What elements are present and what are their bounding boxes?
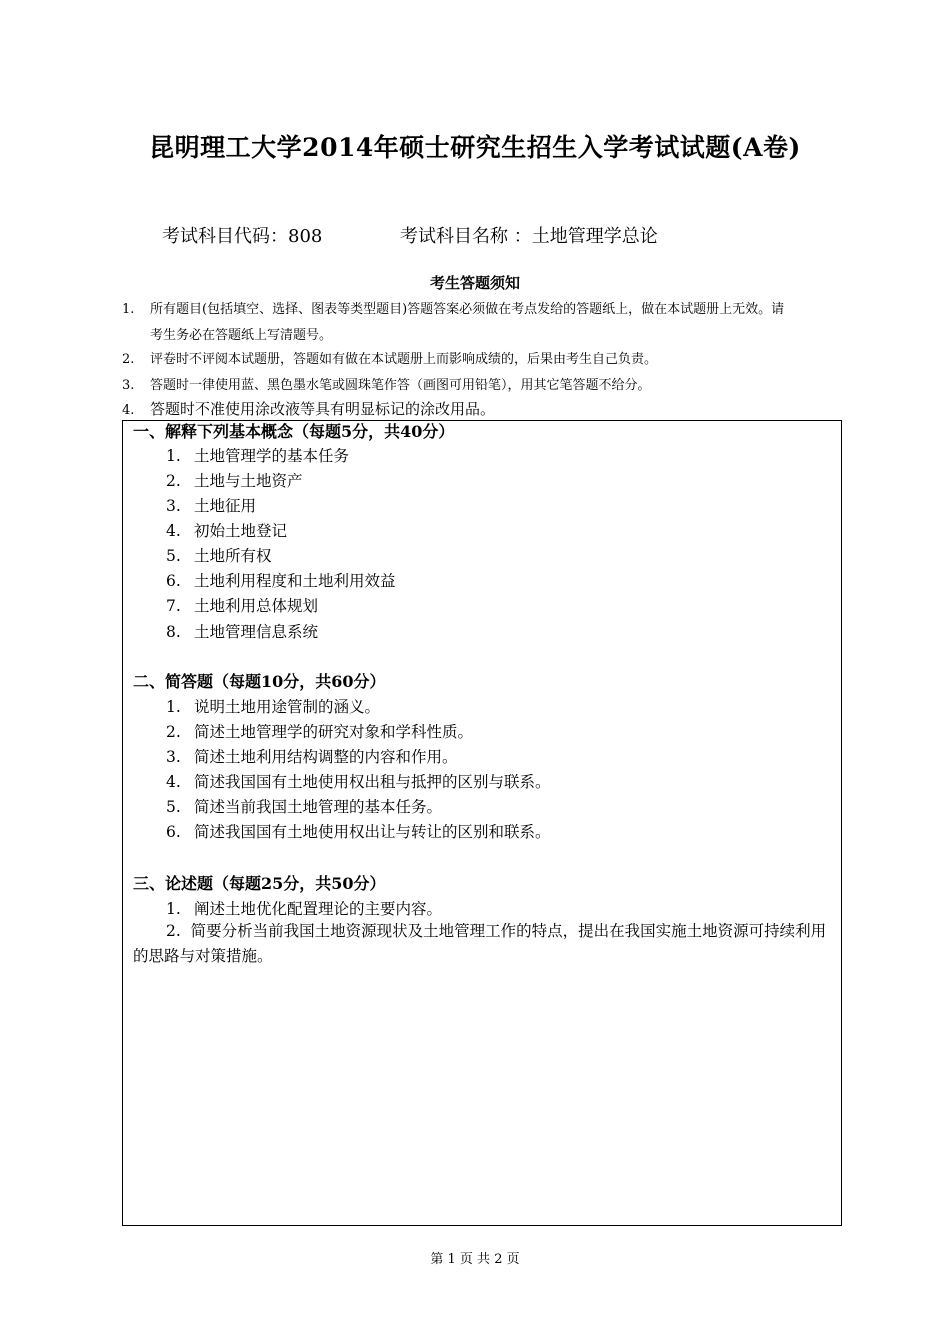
question-number: 1. — [166, 698, 181, 716]
question-item — [166, 795, 442, 817]
question-number: 6. — [166, 572, 181, 590]
question-item — [166, 519, 287, 541]
question-number: 7. — [166, 597, 181, 615]
question-number: 2. — [166, 922, 181, 940]
question-number: 5. — [166, 798, 181, 816]
question-item — [166, 544, 272, 566]
notice-number: 3. — [122, 378, 135, 393]
question-text: 阐述土地优化配置理论的主要内容。 — [194, 900, 443, 918]
question-item — [166, 695, 380, 717]
question-text: 简述当前我国土地管理的基本任务。 — [194, 798, 443, 816]
question-number: 4. — [166, 522, 181, 540]
notice-item — [122, 348, 657, 367]
question-text: 土地管理学的基本任务 — [194, 447, 350, 465]
question-text: 土地利用总体规划 — [194, 597, 319, 615]
page-footer: 第 1 页 共 2 页 — [430, 1252, 520, 1267]
notice-item — [122, 298, 784, 317]
notice-number: 4. — [122, 403, 135, 418]
question-item — [166, 494, 256, 516]
section-heading: 三、论述题（每题25分，共50分） — [133, 874, 386, 893]
question-number: 1. — [166, 447, 181, 465]
question-number: 3. — [166, 748, 181, 766]
notice-heading: 考生答题须知 — [429, 274, 520, 292]
question-item — [166, 770, 551, 792]
question-text: 简要分析当前我国土地资源现状及土地管理工作的特点，提出在我国实施土地资源可持续利用的思路与对策措施。 — [133, 922, 827, 965]
notice-text: 答题时一律使用蓝、黑色墨水笔或圆珠笔作答（画图可用铅笔），用其它笔答题不给分。 — [150, 378, 651, 393]
question-number: 5. — [166, 547, 181, 565]
question-item — [166, 820, 551, 842]
question-number: 4. — [166, 773, 181, 791]
question-item — [166, 594, 318, 616]
notice-text: 答题时不准使用涂改液等具有明显标记的涂改用品。 — [150, 400, 496, 418]
notice-text: 评卷时不评阅本试题册，答题如有做在本试题册上而影响成绩的，后果由考生自己负责。 — [150, 352, 658, 367]
question-number: 2. — [166, 472, 181, 490]
question-text: 简述土地利用结构调整的内容和作用。 — [194, 748, 458, 766]
notice-item — [122, 374, 651, 393]
question-item-long — [133, 919, 833, 969]
question-item — [166, 720, 473, 742]
notice-number: 1. — [122, 302, 135, 317]
section-heading: 一、解释下列基本概念（每题5分，共40分） — [133, 422, 455, 441]
question-text: 土地管理信息系统 — [194, 623, 319, 641]
question-text: 初始土地登记 — [194, 522, 288, 540]
question-item — [166, 620, 318, 642]
question-item — [166, 745, 458, 767]
question-text: 土地所有权 — [194, 547, 272, 565]
question-text: 简述土地管理学的研究对象和学科性质。 — [194, 723, 474, 741]
question-text: 土地利用程度和土地利用效益 — [194, 572, 396, 590]
notice-text: 所有题目(包括填空、选择、图表等类型题目)答题答案必须做在考点发给的答题纸上，做在本试题册上无效。请 — [150, 302, 785, 317]
question-box — [122, 420, 842, 1226]
subject-code: 考试科目代码：808 — [162, 226, 323, 247]
question-item — [166, 897, 442, 919]
notice-item-continued: 考生务必在答题纸上写清题号。 — [150, 328, 333, 343]
question-item — [166, 569, 396, 591]
question-item — [166, 469, 303, 491]
subject-name: 考试科目名称 ：土地管理学总论 — [400, 226, 658, 247]
question-number: 3. — [166, 497, 181, 515]
question-text: 土地征用 — [194, 497, 257, 515]
question-text: 简述我国国有土地使用权出让与转让的区别和联系。 — [194, 823, 551, 841]
question-text: 说明土地用途管制的涵义。 — [194, 698, 381, 716]
question-number: 2. — [166, 723, 181, 741]
exam-title: 昆明理工大学2014年硕士研究生招生入学考试试题(A卷) — [149, 133, 801, 162]
question-text: 土地与土地资产 — [194, 472, 303, 490]
question-number: 1. — [166, 900, 181, 918]
section-heading: 二、简答题（每题10分，共60分） — [133, 672, 386, 691]
question-text: 简述我国国有土地使用权出租与抵押的区别与联系。 — [194, 773, 551, 791]
question-number: 6. — [166, 823, 181, 841]
question-number: 8. — [166, 623, 181, 641]
notice-number: 2. — [122, 352, 135, 367]
question-item — [166, 444, 349, 466]
notice-item — [122, 398, 495, 419]
